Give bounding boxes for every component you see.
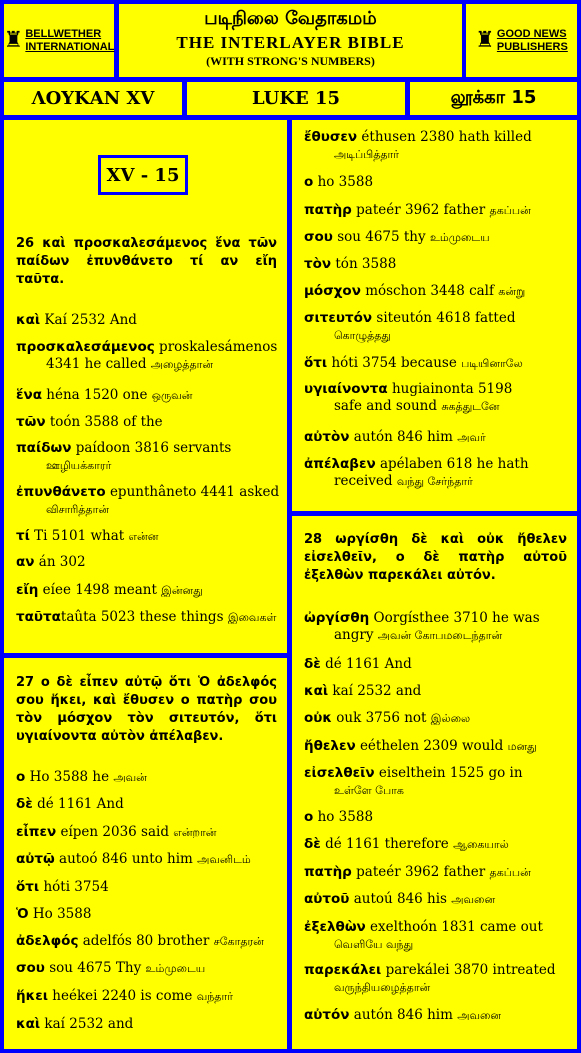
word-entry: παίδων paídoon 3816 servants ஊழியக்காரர் bbox=[16, 440, 232, 472]
word-entry: δὲ dé 1161 And bbox=[304, 656, 412, 672]
bellwether-logo-text: BELLWETHER INTERNATIONAL bbox=[25, 27, 115, 53]
word-entry: ταῦταtaûta 5023 these things இவைகள் bbox=[16, 609, 277, 625]
word-entry: αὐτὸν autón 846 him அவர் bbox=[304, 429, 486, 445]
word-entry: καὶ kaí 2532 and bbox=[304, 683, 422, 699]
verse-28-panel bbox=[292, 516, 577, 1049]
word-entry: ὠργίσθη Oorgísthee 3710 he was angry அவன் கோபமடைந்தான் bbox=[304, 610, 540, 643]
good-news-logo-text: GOOD NEWS PUBLISHERS bbox=[496, 27, 568, 53]
word-entry: ἤθελεν eéthelen 2309 would மனது bbox=[304, 738, 537, 754]
word-entry: τί Ti 5101 what என்ன bbox=[16, 528, 159, 544]
verse-27-continued-panel bbox=[292, 120, 577, 511]
verse-26-panel bbox=[4, 120, 287, 653]
word-entry: προσκαλεσάμενος proskalesámenos 4341 he called அழைத்தான் bbox=[16, 339, 278, 372]
bell-ringer-icon: ♜ bbox=[3, 27, 24, 53]
book-english: LUKE 15 bbox=[187, 82, 405, 115]
word-entry: ὅτι hóti 3754 because படியினாலே bbox=[304, 355, 523, 371]
word-entry: ο ho 3588 bbox=[304, 809, 374, 825]
word-entry: αὐτοῦ autoú 846 his அவனை bbox=[304, 891, 496, 907]
word-entry: ἕνα héna 1520 one ஒருவன் bbox=[16, 387, 193, 403]
word-entry: δὲ dé 1161 therefore ஆகையால் bbox=[304, 836, 509, 852]
book-tamil: லூக்கா 15 bbox=[410, 82, 577, 115]
word-entry: οὐκ ouk 3756 not இல்லை bbox=[304, 710, 471, 726]
title-tamil: படிநிலை வேதாகமம் bbox=[204, 8, 377, 29]
word-entry: τῶν toón 3588 of the bbox=[16, 414, 163, 430]
word-entry: ο ho 3588 bbox=[304, 174, 374, 190]
word-entry: ἀπέλαβεν apélaben 618 he hath received வந்து சேர்ந்தார் bbox=[304, 456, 529, 489]
word-entry: σου sou 4675 Thy உம்முடைய bbox=[16, 960, 206, 976]
word-entry: πατὴρ pateér 3962 father தகப்பன் bbox=[304, 864, 531, 880]
word-entry: Ὁ Ho 3588 bbox=[16, 906, 92, 922]
verse-28-text: 28 ωργίσθη δὲ καὶ οὐκ ἤθελεν εἰσελθεῖν, ο δὲ πατὴρ αὐτοῦ ἐξελθὼν παρεκάλει αὐτόν. bbox=[304, 532, 567, 583]
verse-26-text: 26 καὶ προσκαλεσάμενος ἕνα τῶν παίδων ἐπυνθάνετο τί αν εἴη ταῦτα. bbox=[16, 236, 277, 287]
verse-27-panel bbox=[4, 658, 287, 1049]
word-entry: ἐξελθὼν exelthoón 1831 came out வெளியே வந்து bbox=[304, 919, 543, 951]
word-entry: ἐπυνθάνετο epunthâneto 4441 asked விசாரித்தான் bbox=[16, 484, 280, 516]
word-entry: παρεκάλει parekálei 3870 intreated வருந்தியழைத்தான் bbox=[304, 962, 556, 994]
word-entry: ἀδελφός adelfós 80 brother சகோதரன் bbox=[16, 933, 264, 949]
word-entry: εἶπεν eípen 2036 said என்றான் bbox=[16, 824, 217, 840]
word-entry: υγιαίνοντα hugiainonta 5198 safe and sound சுகத்துடனே bbox=[304, 381, 513, 414]
word-entry: πατὴρ pateér 3962 father தகப்பன் bbox=[304, 202, 531, 218]
word-entry: σου sou 4675 thy உம்முடைய bbox=[304, 229, 490, 245]
book-greek: ΛΟΥΚΑΝ XV bbox=[4, 82, 182, 115]
verse-27-text: 27 ο δὲ εἶπεν αὐτῷ ὅτι Ὁ ἀδελφός σου ἥκει, καὶ ἔθυσεν ο πατὴρ σου τὸν μόσχον τὸν σιτευτόν, ὅτι υγιαίνοντα αὐτὸν ἀπέλαβεν. bbox=[16, 675, 277, 744]
word-entry: ἥκει heékei 2240 is come வந்தார் bbox=[16, 988, 233, 1004]
word-entry: ο Ho 3588 he அவன் bbox=[16, 769, 147, 785]
chapter-label: XV - 15 bbox=[98, 155, 188, 195]
word-entry: μόσχον móschon 3448 calf கன்று bbox=[304, 283, 526, 299]
word-entry: τὸν tón 3588 bbox=[304, 256, 397, 272]
title-english: THE INTERLAYER BIBLE bbox=[176, 33, 405, 52]
word-entry: αν án 302 bbox=[16, 554, 86, 570]
word-entry: εἰσελθεῖν eiselthein 1525 go in உள்ளே போக bbox=[304, 765, 523, 797]
word-entry: δὲ dé 1161 And bbox=[16, 796, 124, 812]
good-news-logo bbox=[466, 4, 577, 77]
word-entry: αὐτόν autón 846 him அவனை bbox=[304, 1007, 502, 1023]
title-block bbox=[119, 4, 462, 77]
herald-icon: ♜ bbox=[475, 27, 495, 53]
subtitle: (WITH STRONG'S NUMBERS) bbox=[206, 54, 375, 68]
word-entry: εἴη eíee 1498 meant இன்னது bbox=[16, 582, 203, 598]
word-entry: ὅτι hóti 3754 bbox=[16, 879, 109, 895]
word-entry: καὶ kaí 2532 and bbox=[16, 1016, 134, 1032]
word-entry: καὶ Kaí 2532 And bbox=[16, 312, 137, 328]
word-entry: ἔθυσεν éthusen 2380 hath killed அடிப்பித்தார் bbox=[304, 129, 532, 161]
word-entry: σιτευτόν siteutón 4618 fatted கொழுத்தது bbox=[304, 310, 516, 342]
bellwether-logo bbox=[4, 4, 114, 77]
word-entry: αὐτῷ autoó 846 unto him அவனிடம் bbox=[16, 851, 251, 867]
